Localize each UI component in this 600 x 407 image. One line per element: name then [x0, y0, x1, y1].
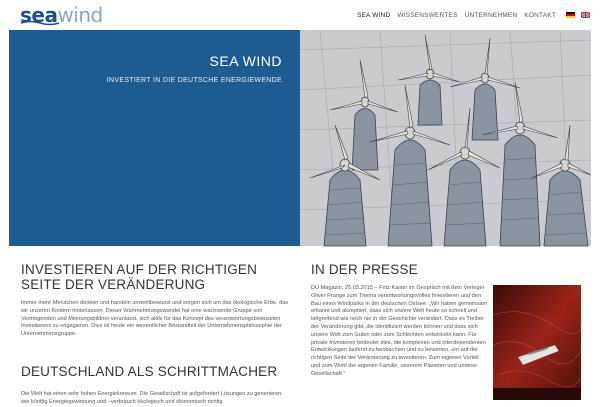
- flag-de-icon[interactable]: [566, 12, 575, 18]
- section-germany-title: DEUTSCHLAND ALS SCHRITTMACHER: [21, 364, 278, 379]
- magazine-cover-image[interactable]: [493, 285, 581, 400]
- logo-swoosh-icon: [20, 20, 60, 26]
- nav-item-wissenswertes[interactable]: WISSENSWERTES: [397, 11, 458, 19]
- site-header: [0, 0, 600, 30]
- section-invest-text: Immer mehr Menschen denken und handeln umweltbewusst und sorgen sich um das ökologische Erbe, das wir unseren Kindern hinterlassen. Dieser Wahrnehmungswandel hat eine wachsende Gruppe von Vermögenden und Meinungsbildner veranlasst, sich aktiv für das Konzept des verantwortungsbewussten Investierens zu engagieren. Dies ist heute ein wesentlicher Bestandteil der Unternehmensphilosophie der Unternehmensgruppe.: [21, 300, 289, 338]
- main-nav: [350, 0, 590, 30]
- hero-subtitle: INVESTIERT IN DIE DEUTSCHE ENERGIEWENDE: [106, 77, 282, 84]
- hero-image: [300, 30, 591, 246]
- section-press: [311, 262, 591, 377]
- section-germany-text: Die Welt hat einen sehr hohen Energiekonsum. Die Gesellschaft ist aufgefordert Lösungen zu generieren, wie künftig Energiegewinnung und –verbrauch ökologisch und ökonomisch richtig: [21, 391, 283, 405]
- painting-illustration: [300, 30, 591, 246]
- nav-item-unternehmen[interactable]: UNTERNEHMEN: [464, 11, 518, 19]
- nav-item-kontakt[interactable]: KONTAKT: [524, 11, 556, 19]
- nav-item-seawind[interactable]: SEA WIND: [356, 11, 391, 19]
- magazine-cover-illustration: [493, 285, 581, 400]
- section-invest: [21, 262, 289, 339]
- seawind-logo[interactable]: [20, 5, 112, 25]
- section-press-text: DU Magazin, 25.03.2015 – Fritz Kaiser im Gespräch mit dem Verleger Oliver Prange zum Thema verantwortungsvolles Investieren und den Bau eines Windparks in der deutschen Ostsee: „Wir haben gemeinsam erkannt und akzeptiert, dass sich unsere Welt heute so schnell und tiefgreifend wie noch nie in der Geschichte verändert. Dass es Treiber der Veränderung gibt, die identifiziert werden können und dass sich unsere Welt zum Guten oder zum Schlechten entwickeln kann. Für private Investoren bedeutet dies, die komplexen und interdependenten Entwicklungen laufend zu beobachten und zu bewerten, um auf der richtigen Seite der Veränderung zu investieren. Zum eigenen Vorteil und zum Wohl der eigenen Familie, unserem Planeten und unserer Gesellschaft.“: [311, 285, 487, 377]
- logo-wind-text: wind: [57, 3, 103, 27]
- logo-sea-text: sea: [20, 3, 58, 27]
- section-press-title: IN DER PRESSE: [311, 262, 418, 277]
- flag-uk-icon[interactable]: [581, 12, 590, 18]
- section-invest-title: INVESTIEREN AUF DER RICHTIGEN SEITE DER VERÄNDERUNG: [21, 262, 258, 292]
- hero-title: SEA WIND: [209, 53, 282, 69]
- hero-banner: [9, 30, 591, 246]
- hero-text-panel: [9, 30, 300, 246]
